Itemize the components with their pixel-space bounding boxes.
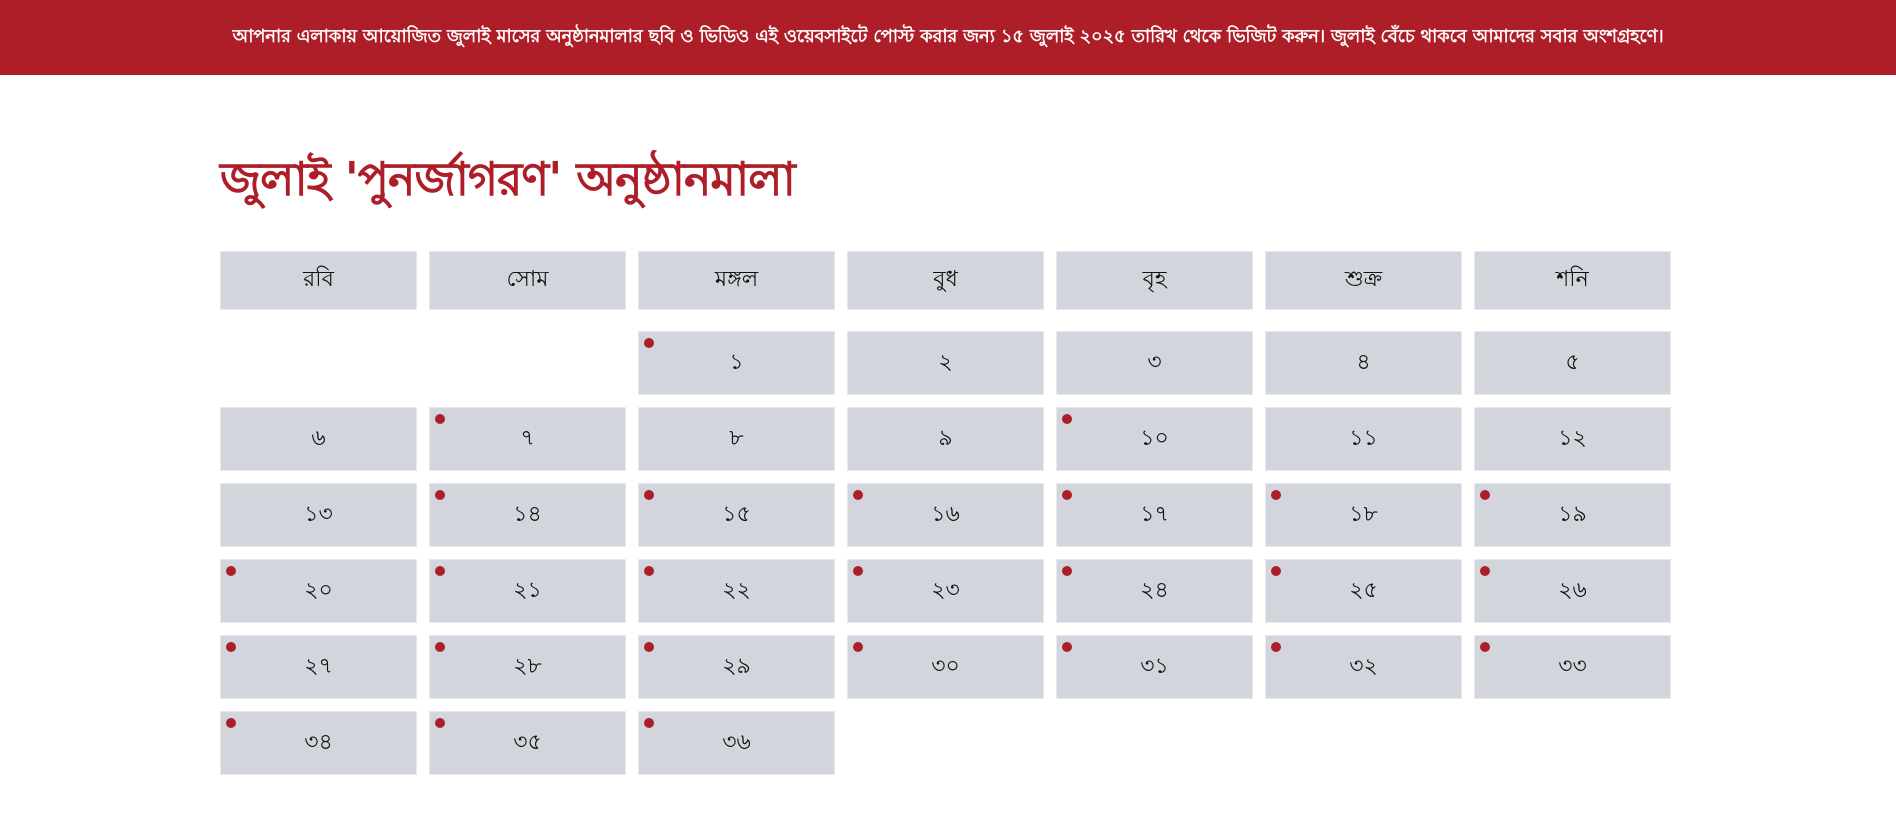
day-number: ৩৫ (513, 729, 542, 755)
event-indicator-dot (1062, 490, 1072, 500)
calendar-day-cell[interactable] (1056, 331, 1253, 395)
day-number: ৩ (1147, 349, 1162, 375)
day-number: ২৬ (1558, 577, 1587, 603)
calendar-day-cell[interactable] (638, 483, 835, 547)
day-number: ১৭ (1140, 501, 1169, 527)
event-indicator-dot (644, 338, 654, 348)
day-number: ১১ (1349, 425, 1378, 451)
day-number: ৩২ (1349, 653, 1378, 679)
calendar-day-cell[interactable] (220, 483, 417, 547)
day-number: ১ (729, 349, 744, 375)
calendar-day-cell[interactable] (220, 559, 417, 623)
calendar-day-cell[interactable] (638, 635, 835, 699)
day-number: ১৮ (1349, 501, 1378, 527)
day-number: ৩০ (931, 653, 960, 679)
day-number: ১৯ (1558, 501, 1587, 527)
event-indicator-dot (1062, 642, 1072, 652)
calendar-day-cell[interactable] (1474, 635, 1671, 699)
day-number: ২ (938, 349, 953, 375)
day-number: ২৫ (1349, 577, 1378, 603)
calendar-day-cell[interactable] (429, 635, 626, 699)
calendar-day-cell[interactable] (1265, 559, 1462, 623)
day-number: ৮ (729, 425, 744, 451)
calendar-day-cell[interactable] (1265, 483, 1462, 547)
day-number: ১৪ (513, 501, 542, 527)
weekday-header: সোম (429, 251, 626, 310)
day-number: ১৬ (931, 501, 960, 527)
day-number: ৪ (1356, 349, 1371, 375)
day-number: ১০ (1140, 425, 1169, 451)
event-indicator-dot (1062, 566, 1072, 576)
weekday-header: বৃহ (1056, 251, 1253, 310)
event-indicator-dot (1480, 642, 1490, 652)
calendar-day-cell[interactable] (847, 635, 1044, 699)
day-number: ৩৬ (722, 729, 751, 755)
day-number: ২৮ (513, 653, 542, 679)
calendar-day-cell[interactable] (638, 711, 835, 775)
calendar-day-cell[interactable] (847, 559, 1044, 623)
event-indicator-dot (1062, 414, 1072, 424)
calendar-day-cell[interactable] (1265, 331, 1462, 395)
calendar-day-cell[interactable] (1056, 559, 1253, 623)
calendar-day-cell[interactable] (638, 331, 835, 395)
event-indicator-dot (644, 490, 654, 500)
calendar-day-cell[interactable] (220, 407, 417, 471)
event-indicator-dot (853, 642, 863, 652)
day-number: ৩১ (1140, 653, 1169, 679)
event-indicator-dot (435, 642, 445, 652)
calendar-day-cell[interactable] (429, 407, 626, 471)
event-indicator-dot (1271, 642, 1281, 652)
event-indicator-dot (226, 718, 236, 728)
event-calendar (220, 251, 1673, 776)
weekday-header: মঙ্গল (638, 251, 835, 310)
event-indicator-dot (226, 566, 236, 576)
event-indicator-dot (435, 718, 445, 728)
day-number: ৬ (311, 425, 326, 451)
calendar-day-cell[interactable] (429, 559, 626, 623)
calendar-day-cell[interactable] (847, 483, 1044, 547)
calendar-day-cell[interactable] (1474, 483, 1671, 547)
calendar-day-cell[interactable] (1474, 407, 1671, 471)
event-indicator-dot (1271, 490, 1281, 500)
calendar-day-cell[interactable] (1265, 635, 1462, 699)
day-number: ৩৪ (304, 729, 333, 755)
day-number: ৫ (1565, 349, 1580, 375)
event-indicator-dot (853, 566, 863, 576)
page-title: জুলাই 'পুনর্জাগরণ' অনুষ্ঠানমালা (220, 152, 795, 206)
calendar-day-cell[interactable] (1056, 635, 1253, 699)
day-number: ২২ (722, 577, 751, 603)
event-indicator-dot (1480, 490, 1490, 500)
day-number: ২৪ (1140, 577, 1169, 603)
event-indicator-dot (435, 490, 445, 500)
event-indicator-dot (1480, 566, 1490, 576)
announcement-banner (0, 0, 1896, 75)
day-number: ২৯ (722, 653, 751, 679)
calendar-day-cell[interactable] (847, 331, 1044, 395)
calendar-day-cell[interactable] (429, 483, 626, 547)
event-indicator-dot (644, 642, 654, 652)
day-number: ২৩ (931, 577, 960, 603)
calendar-day-cell[interactable] (638, 559, 835, 623)
day-number: ২০ (304, 577, 333, 603)
event-indicator-dot (644, 718, 654, 728)
event-indicator-dot (435, 414, 445, 424)
calendar-day-cell[interactable] (1265, 407, 1462, 471)
day-number: ২৭ (304, 653, 333, 679)
calendar-day-cell[interactable] (638, 407, 835, 471)
event-indicator-dot (1271, 566, 1281, 576)
calendar-day-cell[interactable] (220, 635, 417, 699)
calendar-day-cell[interactable] (1474, 559, 1671, 623)
calendar-day-cell[interactable] (220, 711, 417, 775)
event-indicator-dot (644, 566, 654, 576)
calendar-day-cell[interactable] (1056, 483, 1253, 547)
calendar-day-cell[interactable] (1056, 407, 1253, 471)
event-indicator-dot (853, 490, 863, 500)
event-indicator-dot (226, 642, 236, 652)
day-number: ৩৩ (1558, 653, 1587, 679)
calendar-day-cell[interactable] (429, 711, 626, 775)
calendar-day-cell[interactable] (847, 407, 1044, 471)
weekday-header: রবি (220, 251, 417, 310)
day-number: ৯ (938, 425, 953, 451)
event-indicator-dot (435, 566, 445, 576)
day-number: ২১ (513, 577, 542, 603)
banner-text: আপনার এলাকায় আয়োজিত জুলাই মাসের অনুষ্ঠানমালার ছবি ও ভিডিও এই ওয়েবসাইটে পোস্ট করার জন্য ১৫ জুলাই ২০২৫ তারিখ থেকে ভিজিট করুন। জুলাই বেঁচে থাকবে আমাদের সবার অংশগ্রহণে। (232, 26, 1664, 47)
day-number: ১২ (1558, 425, 1587, 451)
weekday-header: শুক্র (1265, 251, 1462, 310)
day-number: ১৩ (304, 501, 333, 527)
day-number: ১৫ (722, 501, 751, 527)
calendar-day-cell[interactable] (1474, 331, 1671, 395)
day-number: ৭ (520, 425, 535, 451)
weekday-header: বুধ (847, 251, 1044, 310)
weekday-header: শনি (1474, 251, 1671, 310)
